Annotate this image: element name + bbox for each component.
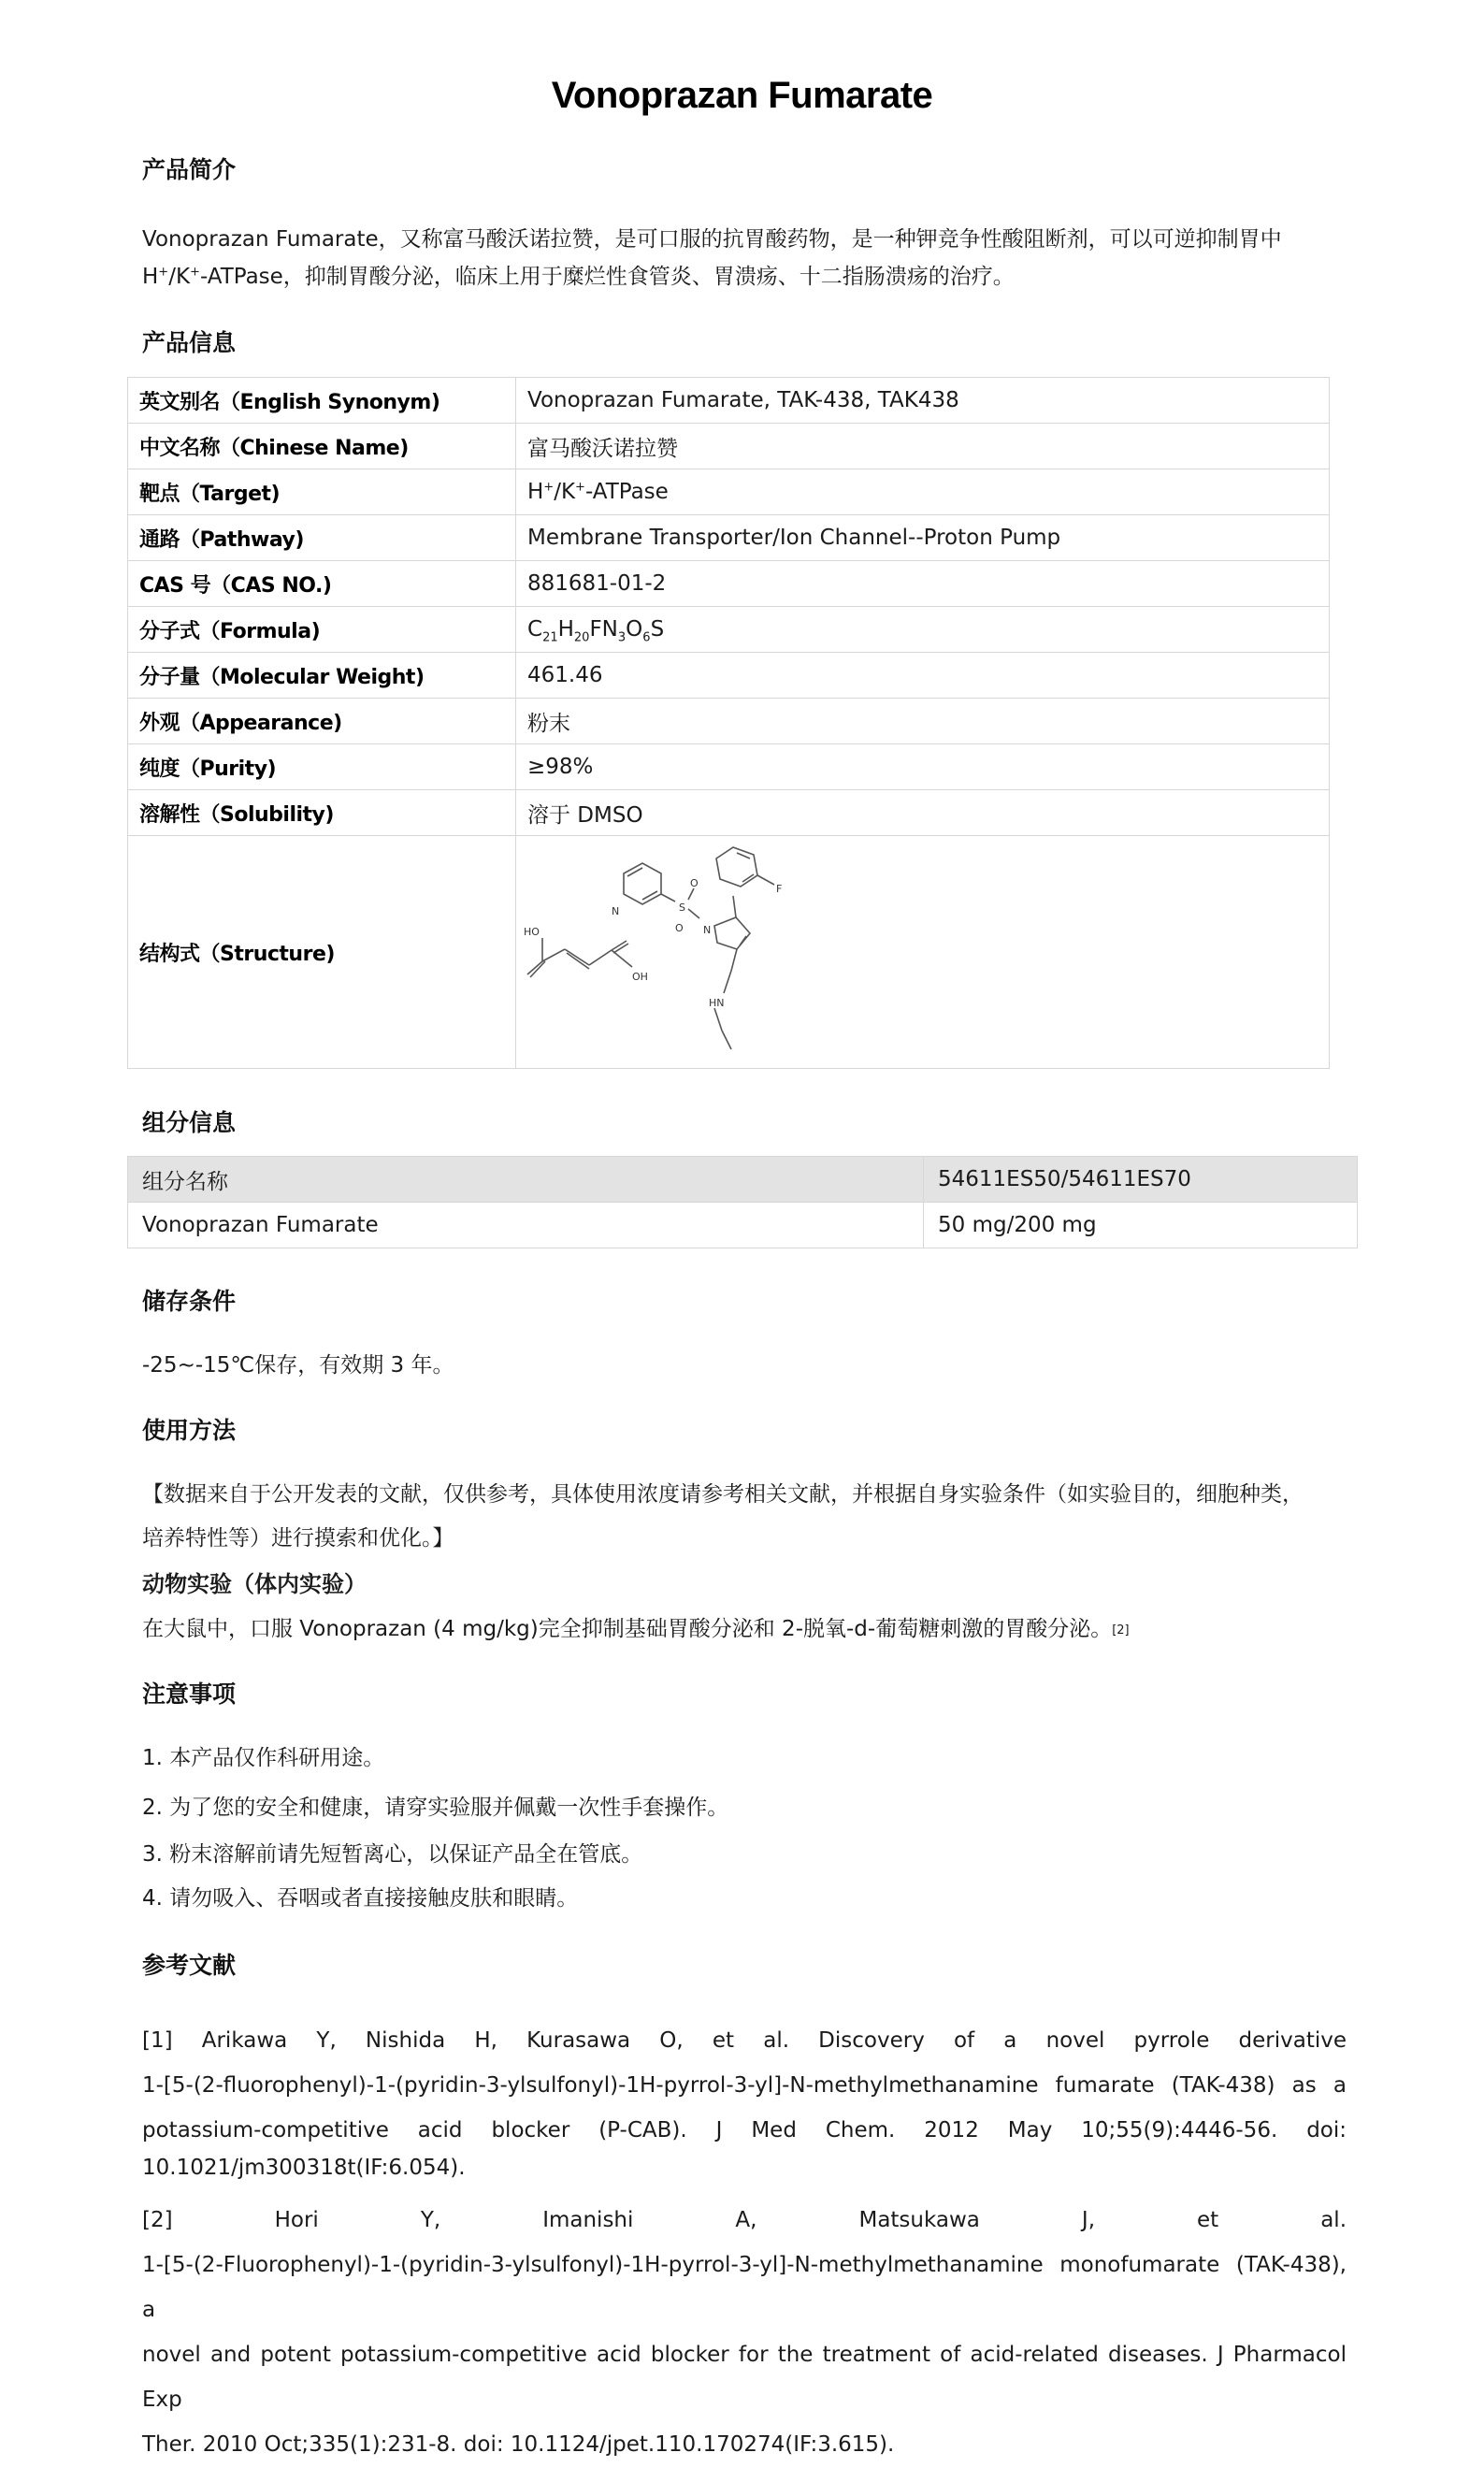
appearance-value: 粉末	[516, 699, 1330, 744]
components-table	[127, 1156, 1358, 1248]
chinese-name-key: 中文名称（Chinese Name)	[128, 424, 516, 469]
cas-value: 881681-01-2	[516, 561, 1330, 607]
usage-note-line-1: 【数据来自于公开发表的文献，仅供参考，具体使用浓度请参考相关文献，并根据自身实验条件（如实验目的，细胞种类，	[142, 1482, 1304, 1507]
pathway-key: 通路（Pathway)	[128, 515, 516, 561]
table-row	[128, 469, 1330, 515]
formula-key: 分子式（Formula)	[128, 607, 516, 653]
citation-marker: [2]	[1112, 1623, 1130, 1637]
section-heading-components: 组分信息	[142, 1109, 237, 1136]
usage-note-line-2: 培养特性等）进行摸索和优化。】	[142, 1526, 454, 1551]
synonym-value: Vonoprazan Fumarate, TAK-438, TAK438	[516, 378, 1330, 424]
label-o1: O	[690, 877, 699, 889]
chinese-name-value: 富马酸沃诺拉赞	[516, 424, 1330, 469]
intro-line-1: Vonoprazan Fumarate，又称富马酸沃诺拉赞，是可口服的抗胃酸药物，是一种钾竞争性酸阻断剂，可以可逆抑制胃中	[142, 227, 1282, 252]
reference-1-line-1: [1] Arikawa Y, Nishida H, Kurasawa O, et al. Discovery of a novel pyrrole derivative	[142, 2028, 1347, 2053]
product-info-table	[127, 377, 1330, 1069]
label-n-pyrrole: N	[703, 924, 712, 936]
note-item: 3. 粉末溶解前请先短暂离心，以保证产品全在管底。	[142, 1842, 643, 1867]
molecular-weight-value: 461.46	[516, 653, 1330, 699]
label-n-pyridine: N	[612, 905, 620, 917]
table-row	[128, 515, 1330, 561]
note-item: 2. 为了您的安全和健康，请穿实验服并佩戴一次性手套操作。	[142, 1796, 729, 1820]
section-heading-storage: 储存条件	[142, 1288, 237, 1315]
reference-2-line-2: 1-[5-(2-Fluorophenyl)-1-(pyridin-3-ylsulfonyl)-1H-pyrrol-3-yl]-N-methylmethanamine monofumarate (TAK-438), a	[142, 2253, 1347, 2322]
label-o2: O	[675, 922, 684, 934]
reference-1	[142, 2018, 1347, 2190]
section-heading-references: 参考文献	[142, 1952, 237, 1979]
reference-2-line-1: [2] Hori Y, Imanishi A, Matsukawa J, et al.	[142, 2208, 1347, 2232]
target-key: 靶点（Target)	[128, 469, 516, 515]
table-header-row	[128, 1157, 1358, 1203]
solubility-key: 溶解性（Solubility)	[128, 790, 516, 836]
cas-key: CAS 号（CAS NO.)	[128, 561, 516, 607]
purity-key: 纯度（Purity)	[128, 744, 516, 790]
cell-component-amount: 50 mg/200 mg	[924, 1203, 1358, 1248]
label-f: F	[776, 883, 783, 895]
structure-key: 结构式（Structure)	[128, 836, 516, 1069]
reference-2-line-3: novel and potent potassium-competitive acid blocker for the treatment of acid-related diseases. J Pharmacol Exp	[142, 2343, 1347, 2412]
cell-component-name: Vonoprazan Fumarate	[128, 1203, 924, 1248]
table-row	[128, 744, 1330, 790]
solubility-value: 溶于 DMSO	[516, 790, 1330, 836]
table-row	[128, 699, 1330, 744]
reference-2	[142, 2198, 1347, 2467]
pathway-value: Membrane Transporter/Ion Channel--Proton Pump	[516, 515, 1330, 561]
animal-experiment-heading: 动物实验（体内实验）	[142, 1571, 367, 1597]
reference-1-line-2: 1-[5-(2-fluorophenyl)-1-(pyridin-3-ylsulfonyl)-1H-pyrrol-3-yl]-N-methylmethanamine fumarate (TAK-438) as a	[142, 2073, 1347, 2098]
label-ho: HO	[524, 926, 540, 938]
section-heading-notes: 注意事项	[142, 1681, 237, 1708]
section-heading-usage: 使用方法	[142, 1417, 237, 1444]
animal-experiment-text: 在大鼠中，口服 Vonoprazan (4 mg/kg)完全抑制基础胃酸分泌和 2-脱氧-d-葡萄糖刺激的胃酸分泌。[2]	[142, 1617, 1130, 1641]
target-value: H+/K+-ATPase	[516, 469, 1330, 515]
structure-value	[516, 836, 1330, 1069]
label-oh: OH	[632, 971, 648, 983]
header-cell-name: 组分名称	[128, 1157, 924, 1203]
table-row	[128, 424, 1330, 469]
molecular-weight-key: 分子量（Molecular Weight)	[128, 653, 516, 699]
table-row	[128, 607, 1330, 653]
appearance-key: 外观（Appearance)	[128, 699, 516, 744]
table-row	[128, 836, 1330, 1069]
table-row	[128, 653, 1330, 699]
reference-2-line-4: Ther. 2010 Oct;335(1):231-8. doi: 10.1124/jpet.110.170274(IF:3.615).	[142, 2432, 895, 2457]
synonym-key: 英文别名（English Synonym)	[128, 378, 516, 424]
section-heading-intro: 产品简介	[142, 156, 237, 183]
label-s: S	[679, 902, 685, 914]
chemical-structure-image	[516, 840, 815, 1064]
intro-line-2: H+/K+-ATPase，抑制胃酸分泌，临床上用于糜烂性食管炎、胃溃疡、十二指肠溃疡的治疗。	[142, 265, 1015, 289]
header-cell-catalog: 54611ES50/54611ES70	[924, 1157, 1358, 1203]
table-row	[128, 1203, 1358, 1248]
page-title: Vonoprazan Fumarate	[551, 75, 933, 116]
intro-paragraph	[142, 221, 1347, 296]
table-row	[128, 561, 1330, 607]
reference-1-line-3: potassium-competitive acid blocker (P-CAB). J Med Chem. 2012 May 10;55(9):4446-56. doi:	[142, 2118, 1347, 2142]
usage-note	[142, 1473, 1347, 1561]
note-item: 4. 请勿吸入、吞咽或者直接接触皮肤和眼睛。	[142, 1886, 579, 1911]
storage-text: -25~-15℃保存，有效期 3 年。	[142, 1353, 454, 1378]
label-hn: HN	[709, 997, 725, 1009]
table-row	[128, 790, 1330, 836]
note-item: 1. 本产品仅作科研用途。	[142, 1746, 385, 1770]
table-row	[128, 378, 1330, 424]
purity-value: ≥98%	[516, 744, 1330, 790]
reference-1-line-4: 10.1021/jm300318t(IF:6.054).	[142, 2156, 466, 2180]
section-heading-info: 产品信息	[142, 329, 237, 356]
formula-value: $C_{21}H_{20}FN_3O_6S$	[516, 607, 1330, 653]
